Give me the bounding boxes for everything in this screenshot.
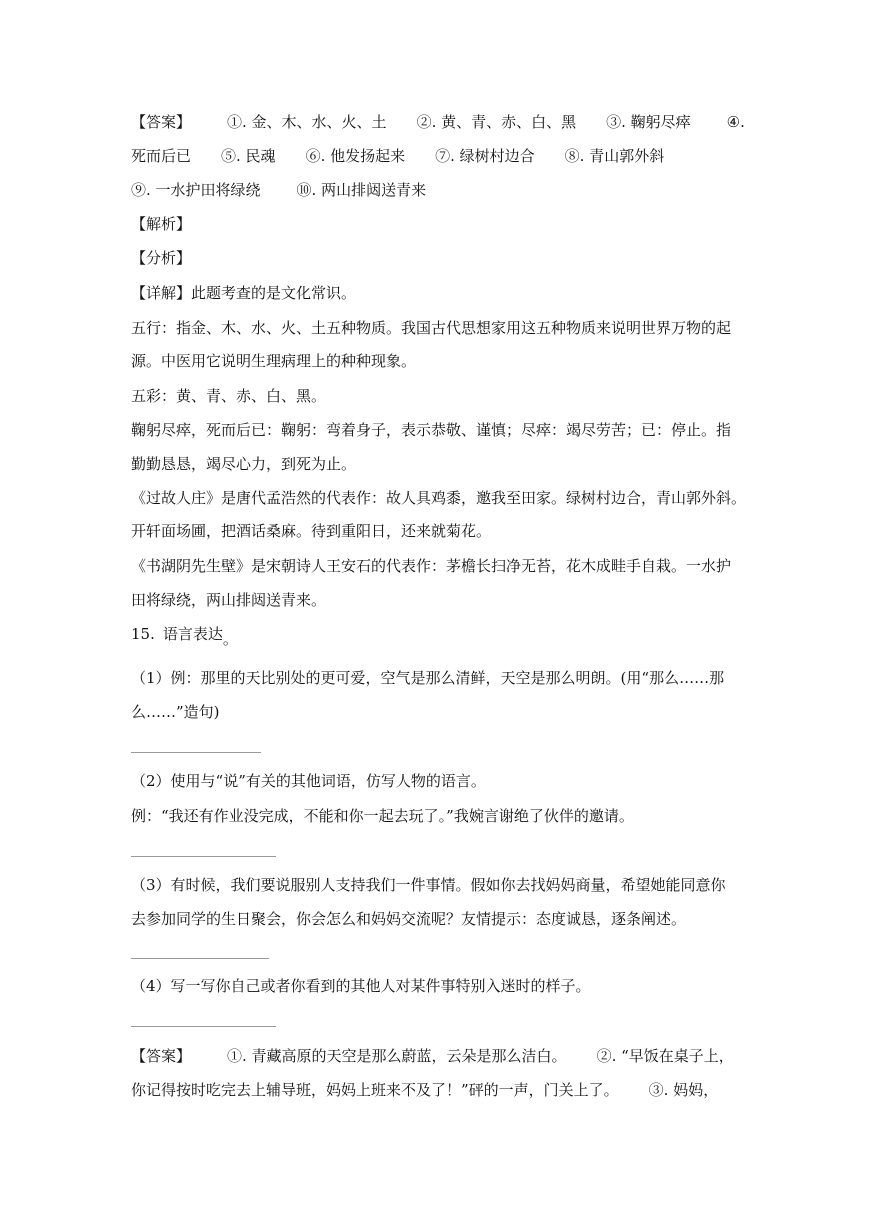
question-text: （3）有时候，我们要说服别人支持我们一件事情。假如你去找妈妈商量，希望她能同意你 [131,876,726,894]
section-heading-fenxi: 【分析】 [131,249,192,267]
paragraph-line: 《书湖阴先生壁》是宋朝诗人王安石的代表作：茅檐长扫净无苔，花木成畦手自栽。一水护 [131,557,732,575]
answer-item: ①. 青藏高原的天空是那么蔚蓝，云朵是那么洁白。 [227,1047,567,1065]
question-title [131,624,741,648]
question-text: （1）例：那里的天比别处的更可爱，空气是那么清鲜，天空是那么明朗。(用“那么……那 [131,669,725,687]
answer-blank-line[interactable] [131,958,269,959]
answer-item-text: 你记得按时吃完去上辅导班，妈妈上班来不及了！”砰的一声，门关上了。 [131,1081,619,1099]
answer-item: 死而后已 [131,147,192,165]
paragraph-line: 田将绿绕，两山排闼送青来。 [131,591,327,609]
question-title-text: 语言表达 [162,625,223,643]
answer-line-2 [131,146,741,166]
answer-blank-line[interactable] [131,752,261,753]
paragraph-line: 鞠躬尽瘁，死而后已：鞠躬：弯着身子，表示恭敬、谨慎；尽瘁：竭尽劳苦；已：停止。指 [131,421,732,439]
paragraph-line: 勤勤恳恳，竭尽心力，到死为止。 [131,455,357,473]
paragraph-line: 五行：指金、木、水、火、土五种物质。我国古代思想家用这五种物质来说明世界万物的起 [131,319,732,337]
question-title-mark: 。 [222,630,238,648]
answer-item: ⑥. 他发扬起来 [305,147,406,165]
question-text: （4）写一写你自己或者你看到的其他人对某件事特别入迷时的样子。 [131,977,591,995]
answer-item: ⑧. 青山郭外斜 [564,147,665,165]
question-text: 么……”造句) [131,703,220,721]
answer-item: ③. 妈妈， [648,1081,719,1099]
answer-item: ⑩. 两山排闼送青来 [296,181,427,199]
paragraph-line: 源。中医用它说明生理病理上的种种现象。 [131,352,417,370]
answer-line-2 [131,1080,741,1100]
detail-text: 【详解】此题考查的是文化常识。 [131,284,357,302]
answer-blank-line[interactable] [131,1026,276,1027]
paragraph-line: 《过故人庄》是唐代孟浩然的代表作：故人具鸡黍，邀我至田家。绿树村边合，青山郭外斜。 [131,489,747,507]
answer-item: ③. 鞠躬尽瘁 [606,113,691,131]
paragraph-line: 开轩面场圃，把酒话桑麻。待到重阳日，还来就菊花。 [131,522,492,540]
answer-item-number: ④. [726,113,745,131]
answer-line-1 [131,112,745,132]
question-text: 去参加同学的生日聚会，你会怎么和妈妈交流呢？友情提示：态度诚恳，逐条阐述。 [131,910,687,928]
section-heading-jiexi: 【解析】 [131,215,192,233]
answer-item: ⑤. 民魂 [221,147,276,165]
answer-item: ①. 金、木、水、火、土 [227,113,387,131]
paragraph-line: 五彩：黄、青、赤、白、黑。 [131,387,327,405]
answer-line-3 [131,180,741,200]
question-text: （2）使用与“说”有关的其他词语，仿写人物的语言。 [131,772,486,790]
answer-line-1 [131,1046,741,1066]
question-text: 例：“我还有作业没完成，不能和你一起去玩了。”我婉言谢绝了伙伴的邀请。 [131,807,634,825]
answer-label: 【答案】 [131,113,192,131]
answer-item: ②. “早饭在桌子上， [596,1047,734,1065]
question-number: 15. [131,625,155,643]
answer-item: ⑦. 绿树村边合 [435,147,535,165]
answer-item: ⑨. 一水护田将绿绕 [131,181,261,199]
answer-item: ②. 黄、青、赤、白、黑 [416,113,577,131]
answer-label: 【答案】 [131,1047,192,1065]
answer-blank-line[interactable] [131,856,276,857]
